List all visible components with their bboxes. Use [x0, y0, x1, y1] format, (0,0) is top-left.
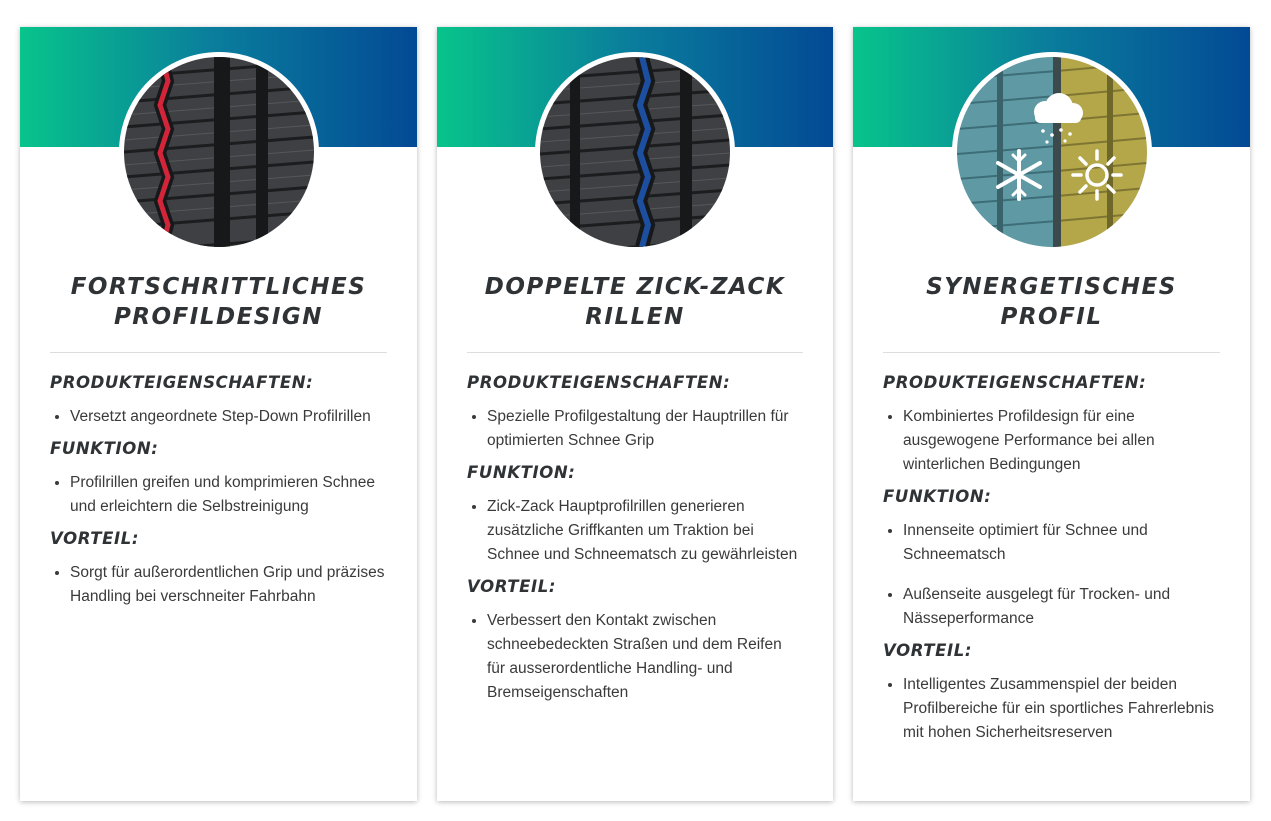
section-heading-produkteigenschaften: PRODUKTEIGENSCHAFTEN:: [467, 373, 731, 392]
card-content: [50, 371, 387, 617]
list-item: • Verbessert den Kontakt zwischen schneebedeckten Straßen und dem Reifen für ausserordentliche Handling- und Bremseigenschaften: [487, 609, 803, 705]
tire-tread-blue-groove-icon: [535, 52, 735, 252]
card-title: [883, 272, 1220, 332]
bullet-list: [50, 561, 387, 609]
bullet-list: [467, 495, 803, 567]
list-item: • Sorgt für außerordentlichen Grip und präzises Handling bei verschneiter Fahrbahn: [70, 561, 387, 609]
card-title: [467, 272, 803, 332]
section-heading-produkteigenschaften: PRODUKTEIGENSCHAFTEN:: [883, 373, 1147, 392]
card-title-line1: DOPPELTE ZICK-ZACK: [484, 274, 786, 300]
feature-card-zick-zack-rillen: [437, 27, 833, 801]
list-item: • Kombiniertes Profildesign für eine ausgewogene Performance bei allen winterlichen Bedingungen: [903, 405, 1220, 477]
section-heading-vorteil: VORTEIL:: [883, 641, 973, 660]
bullet-list: [467, 405, 803, 453]
bullet-list: [50, 471, 387, 519]
bullet-list: [50, 405, 387, 429]
section-heading-vorteil: VORTEIL:: [467, 577, 557, 596]
section-heading-funktion: FUNKTION:: [50, 439, 159, 458]
tire-image: [124, 57, 314, 247]
list-item: • Spezielle Profilgestaltung der Hauptrillen für optimierten Schnee Grip: [487, 405, 803, 453]
bullet-list: [883, 519, 1220, 631]
feature-card-profildesign: [20, 27, 417, 801]
card-title-line2: PROFILDESIGN: [113, 304, 324, 330]
list-item: • Intelligentes Zusammenspiel der beiden Profilbereiche für ein sportliches Fahrerlebnis mit hohen Sicherheitsreserven: [903, 673, 1220, 745]
bullet-list: [467, 609, 803, 705]
card-content: [467, 371, 803, 713]
bullet-list: [883, 405, 1220, 477]
list-item: • Innenseite optimiert für Schnee und Schneematsch: [903, 519, 1220, 567]
feature-card-synergetisches-profil: [853, 27, 1250, 801]
list-item: • Versetzt angeordnete Step-Down Profilrillen: [70, 405, 387, 429]
tire-image: [540, 57, 730, 247]
section-heading-produkteigenschaften: PRODUKTEIGENSCHAFTEN:: [50, 373, 314, 392]
tire-tread-snow-sun-icon: [952, 52, 1152, 252]
bullet-list: [883, 673, 1220, 745]
card-content: [883, 371, 1220, 753]
list-item: • Zick-Zack Hauptprofilrillen generieren zusätzliche Griffkanten um Traktion bei Schnee und Schneematsch zu gewährleisten: [487, 495, 803, 567]
section-heading-funktion: FUNKTION:: [467, 463, 576, 482]
tire-image: [957, 57, 1147, 247]
divider: [883, 352, 1220, 353]
list-item: • Außenseite ausgelegt für Trocken- und Nässeperformance: [903, 583, 1220, 631]
divider: [50, 352, 387, 353]
card-title-line2: PROFIL: [1000, 304, 1103, 330]
card-title-line1: SYNERGETISCHES: [926, 274, 1177, 300]
divider: [467, 352, 803, 353]
list-item: • Profilrillen greifen und komprimieren Schnee und erleichtern die Selbstreinigung: [70, 471, 387, 519]
tire-tread-red-groove-icon: [119, 52, 319, 252]
section-heading-funktion: FUNKTION:: [883, 487, 992, 506]
card-title-line1: FORTSCHRITTLICHES: [70, 274, 367, 300]
card-title: [50, 272, 387, 332]
section-heading-vorteil: VORTEIL:: [50, 529, 140, 548]
card-title-line2: RILLEN: [585, 304, 685, 330]
